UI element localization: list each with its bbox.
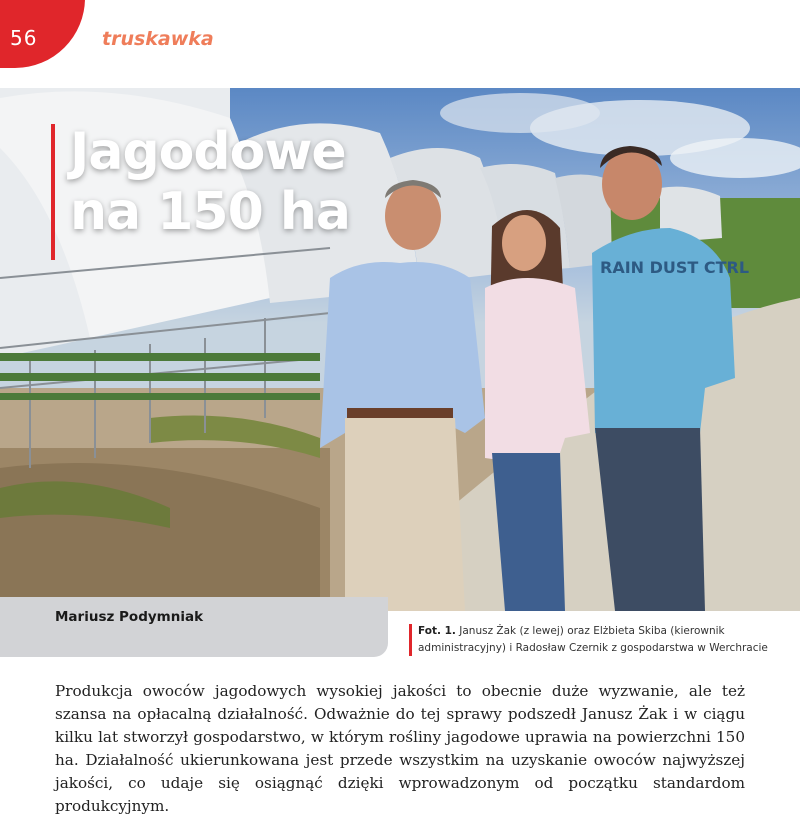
caption-label: Fot. 1. xyxy=(418,625,456,637)
caption-accent-bar xyxy=(409,624,412,656)
photo-caption xyxy=(418,623,768,657)
caption-text: Janusz Żak (z lewej) oraz Elżbieta Skiba (kierownik administracyjny) i Radosław Czernik z gospodarstwa w Werchracie xyxy=(418,625,768,654)
author-name: Mariusz Podymniak xyxy=(55,609,204,625)
section-label: truskawka xyxy=(102,28,214,50)
shirt-print: RAIN DUST CTRL xyxy=(600,258,750,277)
article-title xyxy=(70,122,350,242)
lead-paragraph: Produkcja owoców jagodowych wysokiej jakości to obecnie duże wyzwanie, ale też szansa na opłacalną działalność. Odważnie do tej sprawy podszedł Janusz Żak i w ciągu kilku lat stworzył gospodarstwo, w którym rośliny jagodowe uprawia na powierzchni 150 ha. Działalność ukierunkowana jest przede wszystkim na uzyskanie owoców najwyższej jakości, co udaje się osiągnąć dzięki wprowadzonym od początku standardom produkcyjnym. xyxy=(55,682,745,815)
author-box xyxy=(0,597,388,657)
title-line-2: na 150 ha xyxy=(70,182,350,242)
title-accent-bar xyxy=(51,124,55,260)
title-line-1: Jagodowe xyxy=(70,122,346,182)
page-number: 56 xyxy=(10,26,38,50)
